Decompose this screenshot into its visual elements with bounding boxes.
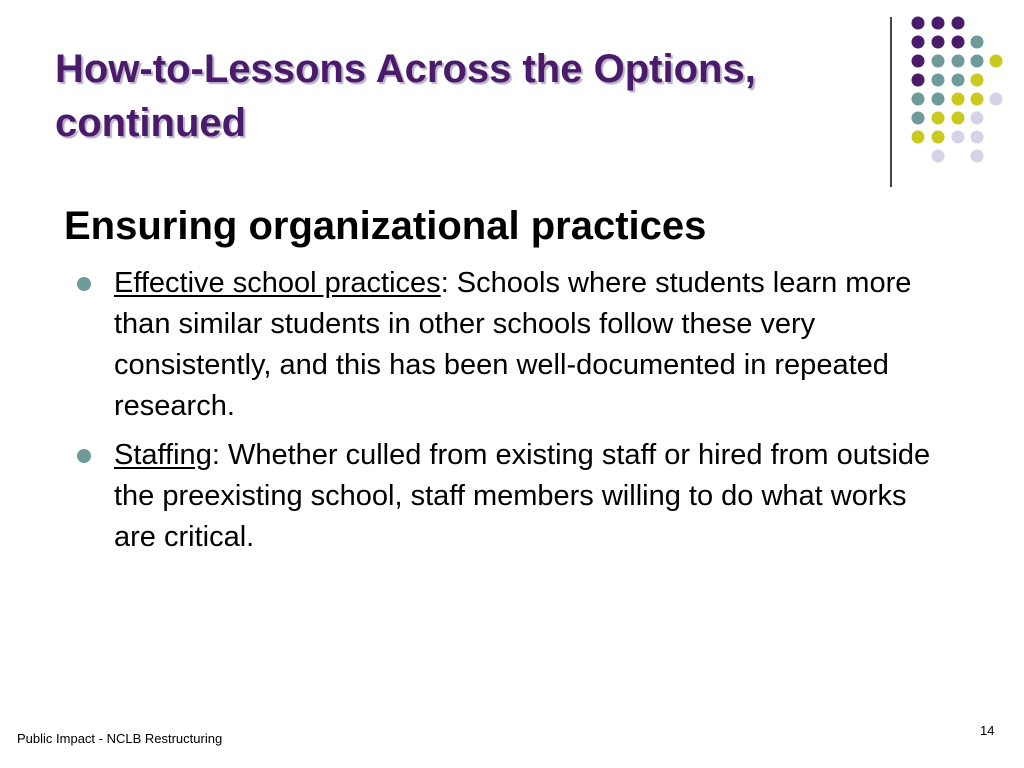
- dot: [952, 55, 965, 68]
- bullet-list: [0, 263, 960, 566]
- dot: [912, 112, 925, 125]
- dot: [971, 131, 984, 144]
- dot: [912, 17, 925, 30]
- dot: [912, 131, 925, 144]
- footer-text: Public Impact - NCLB Restructuring: [17, 731, 223, 746]
- bullet-item-staffing: [0, 435, 934, 558]
- bullet-term: Effective school practices: [114, 267, 441, 299]
- dot: [971, 93, 984, 106]
- dot: [932, 150, 945, 163]
- bullet-text: : Whether culled from existing staff or hired from outside the preexisting school, staff members willing to do what works are critical.: [114, 439, 931, 553]
- page-number: 14: [980, 723, 995, 738]
- dot: [932, 74, 945, 87]
- dot: [912, 74, 925, 87]
- dot: [952, 36, 965, 49]
- dot: [932, 36, 945, 49]
- dot: [932, 131, 945, 144]
- dot: [971, 112, 984, 125]
- decorative-dot-grid: [0, 0, 1024, 170]
- bullet-text: : Schools where students learn more than similar students in other schools follow these very consistently, and this has been well-documented in repeated research.: [114, 267, 912, 422]
- dot: [971, 150, 984, 163]
- bullet-marker-icon: [77, 449, 91, 463]
- title-line-1: How-to-Lessons Across the Options,: [55, 47, 756, 91]
- dot: [952, 112, 965, 125]
- dot: [912, 93, 925, 106]
- dot: [971, 55, 984, 68]
- section-subheading: Ensuring organizational practices: [64, 204, 707, 248]
- dot: [971, 36, 984, 49]
- dot: [990, 55, 1003, 68]
- dot: [952, 17, 965, 30]
- dot: [952, 93, 965, 106]
- dot: [912, 55, 925, 68]
- dot: [990, 93, 1003, 106]
- dot: [932, 55, 945, 68]
- bullet-marker-icon: [77, 277, 91, 291]
- bullet-item-effective-practices: [0, 263, 934, 427]
- dot: [952, 74, 965, 87]
- dot: [971, 74, 984, 87]
- dot: [932, 93, 945, 106]
- dot: [932, 17, 945, 30]
- dot: [952, 131, 965, 144]
- dot: [912, 36, 925, 49]
- dot: [932, 112, 945, 125]
- bullet-term: Staffing: [114, 439, 212, 471]
- title-line-2: continued: [55, 101, 247, 145]
